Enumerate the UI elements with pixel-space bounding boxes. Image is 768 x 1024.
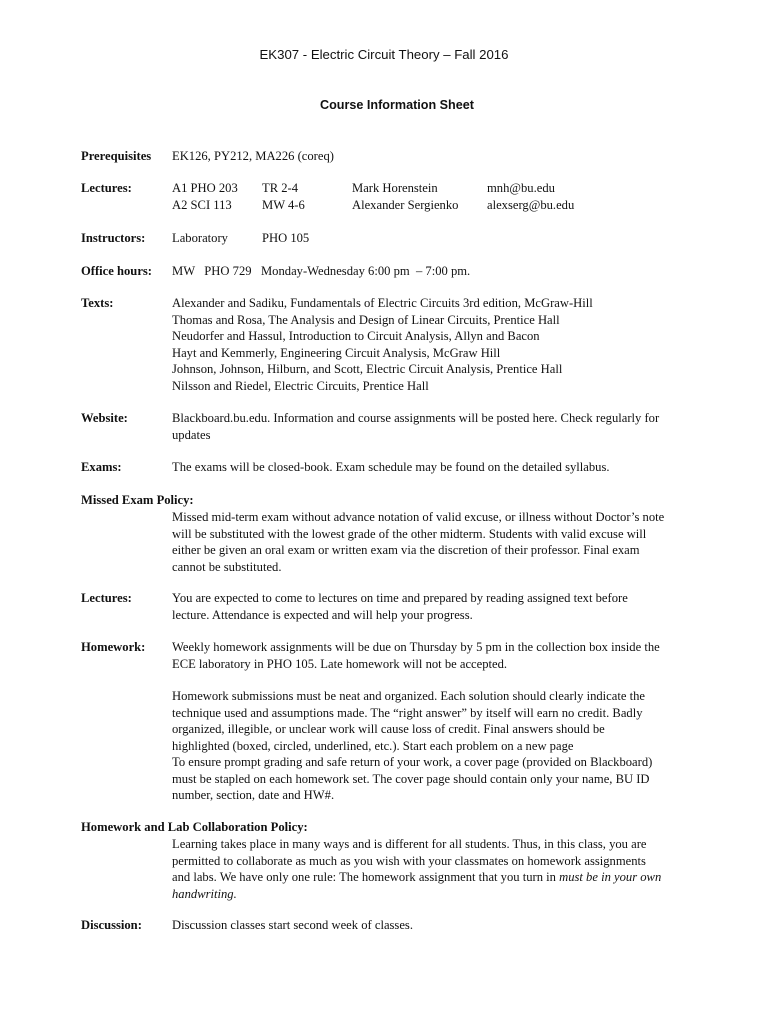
homework-para1 <box>172 639 722 672</box>
homework-line: Homework submissions must be neat and organized. Each solution should clearly indicate the <box>172 689 645 703</box>
exams-value: The exams will be closed-book. Exam schedule may be found on the detailed syllabus. <box>172 460 610 474</box>
prerequisites-value: EK126, PY212, MA226 (coreq) <box>172 149 334 163</box>
lectures-info-label: Lectures: <box>81 181 132 195</box>
homework-line: ECE laboratory in PHO 105. Late homework will not be accepted. <box>172 656 508 671</box>
lectures-policy-text <box>172 590 722 623</box>
lecture-email: mnh@bu.edu <box>487 181 555 195</box>
lecture-time: TR 2-4 <box>262 181 299 195</box>
website-label: Website: <box>81 411 128 425</box>
website-line: updates <box>172 427 211 442</box>
prerequisites-label: Prerequisites <box>81 149 152 163</box>
lecture-section: A2 SCI 113 <box>172 198 232 212</box>
missed-exam-label: Missed Exam Policy: <box>81 493 194 507</box>
lecture-email: alexserg@bu.edu <box>487 198 575 212</box>
homework-line: organized, illegible, or unclear work will cause loss of credit. Final answers should be <box>172 722 605 736</box>
discussion-label: Discussion: <box>81 918 142 932</box>
sheet-subtitle: Course Information Sheet <box>320 98 474 112</box>
exams-label: Exams: <box>81 460 122 474</box>
lecture-row <box>81 197 721 214</box>
homework-line: To ensure prompt grading and safe return of your work, a cover page (provided on Blackboard) <box>172 755 653 769</box>
website-text <box>172 410 722 443</box>
missed-exam-text <box>172 509 722 575</box>
homework-label: Homework: <box>81 640 146 654</box>
collaboration-rule-emphasis: must be in your own <box>559 870 662 884</box>
missed-exam-line: either be given an oral exam or written exam via the discretion of their professor. Final exam <box>172 543 640 557</box>
text-item: Thomas and Rosa, The Analysis and Design of Linear Circuits, Prentice Hall <box>172 312 560 327</box>
lecture-row <box>81 180 721 197</box>
lectures-policy-label: Lectures: <box>81 591 132 605</box>
homework-para2 <box>172 688 722 804</box>
homework-line: Weekly homework assignments will be due on Thursday by 5 pm in the collection box inside the <box>172 640 660 654</box>
missed-exam-line: cannot be substituted. <box>172 559 282 574</box>
instructors-col2: PHO 105 <box>262 231 310 245</box>
homework-line: must be stapled on each homework set. The cover page should contain only your name, BU ID <box>172 771 650 786</box>
text-item: Hayt and Kemmerly, Engineering Circuit Analysis, McGraw Hill <box>172 345 501 360</box>
lecture-section: A1 PHO 203 <box>172 181 238 195</box>
missed-exam-line: will be substituted with the lowest grade of the other midterm. Students with valid excuse will <box>172 526 647 541</box>
lecture-instructor: Alexander Sergienko <box>352 198 459 212</box>
lectures-policy-line: lecture. Attendance is expected and will help your progress. <box>172 607 473 622</box>
office-hours-value: MW PHO 729 Monday-Wednesday 6:00 pm – 7:00 pm. <box>172 264 471 278</box>
lectures-policy-line: You are expected to come to lectures on time and prepared by reading assigned text before <box>172 591 628 605</box>
collaboration-line: Learning takes place in many ways and is different for all students. Thus, in this class, you are <box>172 837 647 851</box>
collaboration-rule-text: and labs. We have only one rule: The homework assignment that you turn in <box>172 870 560 884</box>
text-item: Johnson, Johnson, Hilburn, and Scott, Electric Circuit Analysis, Prentice Hall <box>172 362 563 376</box>
text-item: Alexander and Sadiku, Fundamentals of Electric Circuits 3rd edition, McGraw-Hill <box>172 296 593 310</box>
lectures-info-section <box>81 180 721 214</box>
homework-line: technique used and assumptions made. The “right answer” by itself will earn no credit. Badly <box>172 705 643 720</box>
homework-line: highlighted (boxed, circled, underlined, etc.). Start each problem on a new page <box>172 738 574 753</box>
instructors-label: Instructors: <box>81 231 146 245</box>
office-hours-label: Office hours: <box>81 264 152 278</box>
texts-label: Texts: <box>81 296 114 310</box>
lecture-instructor: Mark Horenstein <box>352 181 438 195</box>
discussion-value: Discussion classes start second week of classes. <box>172 918 413 932</box>
text-item: Nilsson and Riedel, Electric Circuits, Prentice Hall <box>172 378 429 393</box>
lecture-time: MW 4-6 <box>262 198 305 212</box>
website-line: Blackboard.bu.edu. Information and course assignments will be posted here. Check regularly for <box>172 411 660 425</box>
homework-line: number, section, date and HW#. <box>172 788 335 802</box>
collaboration-rule-emphasis: handwriting. <box>172 886 237 901</box>
collaboration-text <box>172 836 722 902</box>
course-title: EK307 - Electric Circuit Theory – Fall 2016 <box>259 47 509 62</box>
collaboration-label: Homework and Lab Collaboration Policy: <box>81 820 308 834</box>
text-item: Neudorfer and Hassul, Introduction to Circuit Analysis, Allyn and Bacon <box>172 329 540 343</box>
collaboration-line <box>172 886 722 903</box>
missed-exam-line: Missed mid-term exam without advance notation of valid excuse, or illness without Doctor’s note <box>172 510 665 524</box>
collaboration-line <box>172 869 722 886</box>
collaboration-line: permitted to collaborate as much as you wish with your classmates on homework assignments <box>172 853 646 868</box>
texts-list <box>172 295 722 394</box>
instructors-col1: Laboratory <box>172 231 228 245</box>
